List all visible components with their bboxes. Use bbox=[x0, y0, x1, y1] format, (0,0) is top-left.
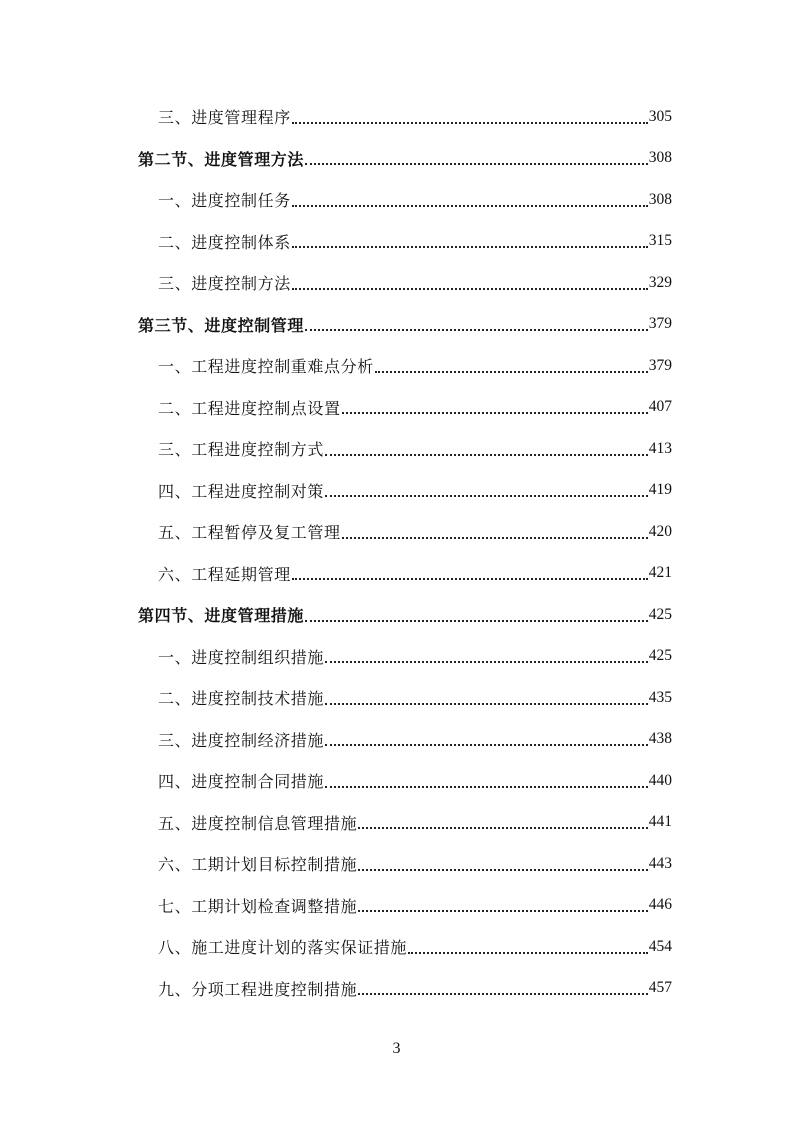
dot-leader bbox=[305, 163, 648, 165]
toc-subsection-entry[interactable] bbox=[0, 221, 793, 263]
toc-entry-label: 第四节、进度管理措施 bbox=[138, 606, 305, 626]
toc-entry-page-number: 379 bbox=[648, 315, 672, 333]
toc-subsection-entry[interactable] bbox=[0, 926, 793, 968]
table-of-contents bbox=[0, 96, 793, 1009]
toc-entry-label: 六、工期计划目标控制措施 bbox=[158, 855, 358, 875]
toc-subsection-entry[interactable] bbox=[0, 553, 793, 595]
toc-entry-page-number: 305 bbox=[648, 107, 672, 125]
toc-entry-label: 六、工程延期管理 bbox=[158, 564, 291, 584]
toc-subsection-entry[interactable] bbox=[0, 802, 793, 844]
toc-subsection-entry[interactable] bbox=[0, 885, 793, 927]
toc-entry-page-number: 438 bbox=[648, 730, 672, 748]
dot-leader bbox=[325, 744, 648, 746]
toc-entry-label: 一、进度控制组织措施 bbox=[158, 647, 325, 667]
dot-leader bbox=[325, 495, 648, 497]
dot-leader bbox=[342, 412, 648, 414]
dot-leader bbox=[325, 454, 648, 456]
dot-leader bbox=[358, 910, 648, 912]
toc-entry-page-number: 308 bbox=[648, 190, 672, 208]
toc-entry-page-number: 315 bbox=[648, 232, 672, 250]
toc-subsection-entry[interactable] bbox=[0, 262, 793, 304]
toc-entry-page-number: 421 bbox=[648, 564, 672, 582]
dot-leader bbox=[342, 537, 648, 539]
toc-entry-page-number: 308 bbox=[648, 149, 672, 167]
toc-subsection-entry[interactable] bbox=[0, 96, 793, 138]
toc-entry-page-number: 413 bbox=[648, 439, 672, 457]
toc-entry-label: 五、进度控制信息管理措施 bbox=[158, 813, 358, 833]
toc-subsection-entry[interactable] bbox=[0, 636, 793, 678]
dot-leader bbox=[375, 371, 648, 373]
dot-leader bbox=[292, 578, 648, 580]
toc-entry-page-number: 443 bbox=[648, 854, 672, 872]
toc-entry-page-number: 457 bbox=[648, 979, 672, 997]
toc-entry-label: 八、施工进度计划的落实保证措施 bbox=[158, 938, 408, 958]
dot-leader bbox=[305, 329, 648, 331]
toc-entry-page-number: 446 bbox=[648, 896, 672, 914]
dot-leader bbox=[292, 288, 648, 290]
toc-subsection-entry[interactable] bbox=[0, 387, 793, 429]
toc-entry-label: 四、工程进度控制对策 bbox=[158, 481, 325, 501]
toc-entry-label: 三、进度控制方法 bbox=[158, 274, 291, 294]
dot-leader bbox=[292, 122, 648, 124]
toc-entry-label: 三、进度控制经济措施 bbox=[158, 730, 325, 750]
toc-entry-label: 九、分项工程进度控制措施 bbox=[158, 979, 358, 999]
dot-leader bbox=[358, 869, 648, 871]
toc-subsection-entry[interactable] bbox=[0, 677, 793, 719]
toc-section-heading[interactable] bbox=[0, 594, 793, 636]
toc-subsection-entry[interactable] bbox=[0, 968, 793, 1010]
toc-entry-page-number: 440 bbox=[648, 771, 672, 789]
toc-subsection-entry[interactable] bbox=[0, 428, 793, 470]
dot-leader bbox=[325, 786, 648, 788]
toc-entry-label: 第二节、进度管理方法 bbox=[138, 149, 305, 169]
toc-entry-page-number: 419 bbox=[648, 481, 672, 499]
dot-leader bbox=[325, 703, 648, 705]
dot-leader bbox=[292, 205, 648, 207]
toc-entry-page-number: 454 bbox=[648, 937, 672, 955]
toc-subsection-entry[interactable] bbox=[0, 179, 793, 221]
dot-leader bbox=[358, 827, 648, 829]
dot-leader bbox=[292, 246, 648, 248]
toc-entry-page-number: 379 bbox=[648, 356, 672, 374]
dot-leader bbox=[325, 661, 648, 663]
toc-entry-page-number: 329 bbox=[648, 273, 672, 291]
toc-subsection-entry[interactable] bbox=[0, 470, 793, 512]
toc-section-heading[interactable] bbox=[0, 304, 793, 346]
toc-entry-page-number: 425 bbox=[648, 647, 672, 665]
toc-entry-label: 一、进度控制任务 bbox=[158, 191, 291, 211]
toc-subsection-entry[interactable] bbox=[0, 719, 793, 761]
toc-entry-label: 二、工程进度控制点设置 bbox=[158, 398, 341, 418]
dot-leader bbox=[358, 993, 648, 995]
toc-entry-page-number: 425 bbox=[648, 605, 672, 623]
toc-entry-label: 二、进度控制体系 bbox=[158, 232, 291, 252]
toc-entry-label: 第三节、进度控制管理 bbox=[138, 315, 305, 335]
page-number: 3 bbox=[392, 1040, 401, 1057]
toc-entry-label: 七、工期计划检查调整措施 bbox=[158, 896, 358, 916]
toc-entry-label: 五、工程暂停及复工管理 bbox=[158, 523, 341, 543]
dot-leader bbox=[305, 620, 648, 622]
toc-entry-page-number: 407 bbox=[648, 398, 672, 416]
toc-entry-page-number: 441 bbox=[648, 813, 672, 831]
toc-entry-label: 三、工程进度控制方式 bbox=[158, 440, 325, 460]
toc-entry-page-number: 435 bbox=[648, 688, 672, 706]
toc-entry-label: 三、进度管理程序 bbox=[158, 108, 291, 128]
toc-subsection-entry[interactable] bbox=[0, 345, 793, 387]
dot-leader bbox=[408, 952, 648, 954]
toc-subsection-entry[interactable] bbox=[0, 511, 793, 553]
toc-entry-page-number: 420 bbox=[648, 522, 672, 540]
toc-subsection-entry[interactable] bbox=[0, 760, 793, 802]
toc-entry-label: 四、进度控制合同措施 bbox=[158, 772, 325, 792]
toc-entry-label: 二、进度控制技术措施 bbox=[158, 689, 325, 709]
toc-entry-label: 一、工程进度控制重难点分析 bbox=[158, 357, 374, 377]
toc-subsection-entry[interactable] bbox=[0, 843, 793, 885]
toc-section-heading[interactable] bbox=[0, 138, 793, 180]
